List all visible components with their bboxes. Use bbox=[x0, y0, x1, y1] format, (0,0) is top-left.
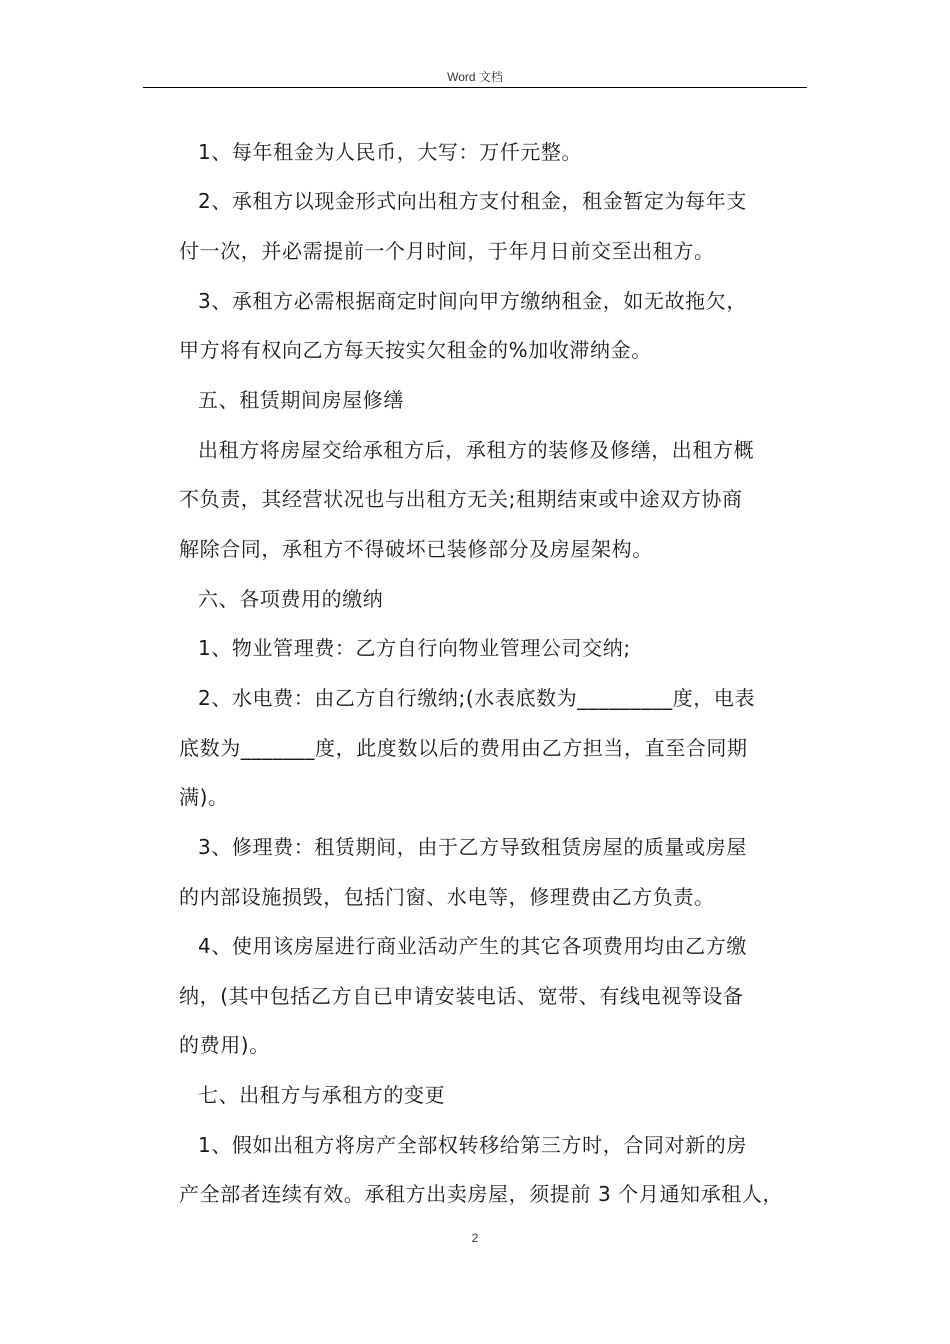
paragraph-line: 产全部者连续有效。承租方出卖房屋，须提前 3 个月通知承租人， bbox=[179, 1182, 784, 1206]
paragraph-line: 付一次，并必需提前一个月时间，于年月日前交至出租方。 bbox=[179, 239, 715, 263]
paragraph-line: 3、修理费：租赁期间，由于乙方导致租赁房屋的质量或房屋 bbox=[198, 835, 747, 859]
paragraph-line: 纳，(其中包括乙方自已申请安装电话、宽带、有线电视等设备 bbox=[179, 984, 744, 1008]
paragraph-line: 2、水电费：由乙方自行缴纳;(水表底数为_________度，电表 bbox=[198, 686, 756, 710]
page-header: Word 文档 bbox=[447, 70, 503, 84]
section-heading: 六、各项费用的缴纳 bbox=[198, 587, 384, 611]
paragraph-line: 2、承租方以现金形式向出租方支付租金，租金暂定为每年支 bbox=[198, 189, 747, 213]
paragraph-line: 1、物业管理费：乙方自行向物业管理公司交纳; bbox=[198, 636, 631, 660]
paragraph-line: 底数为_______度，此度数以后的费用由乙方担当，直至合同期 bbox=[179, 736, 748, 760]
paragraph-line: 1、假如出租方将房产全部权转移给第三方时，合同对新的房 bbox=[198, 1133, 747, 1157]
paragraph-line: 3、承租方必需根据商定时间向甲方缴纳租金，如无故拖欠， bbox=[198, 289, 747, 313]
paragraph-line: 解除合同，承租方不得破坏已装修部分及房屋架构。 bbox=[179, 537, 653, 561]
paragraph-line: 1、每年租金为人民币，大写：万仟元整。 bbox=[198, 140, 583, 164]
paragraph-line: 出租方将房屋交给承租方后，承租方的装修及修缮，出租方概 bbox=[198, 438, 755, 462]
section-heading: 七、出租方与承租方的变更 bbox=[198, 1083, 446, 1107]
paragraph-line: 的费用)。 bbox=[179, 1033, 270, 1057]
page-number: 2 bbox=[471, 1231, 479, 1245]
paragraph-line: 满)。 bbox=[179, 785, 229, 809]
paragraph-line: 甲方将有权向乙方每天按实欠租金的%加收滞纳金。 bbox=[179, 338, 652, 362]
paragraph-line: 不负责，其经营状况也与出租方无关;租期结束或中途双方协商 bbox=[179, 487, 743, 511]
paragraph-line: 的内部设施损毁，包括门窗、水电等，修理费由乙方负责。 bbox=[179, 885, 715, 909]
section-heading: 五、租赁期间房屋修缮 bbox=[198, 388, 404, 412]
paragraph-line: 4、使用该房屋进行商业活动产生的其它各项费用均由乙方缴 bbox=[198, 934, 747, 958]
